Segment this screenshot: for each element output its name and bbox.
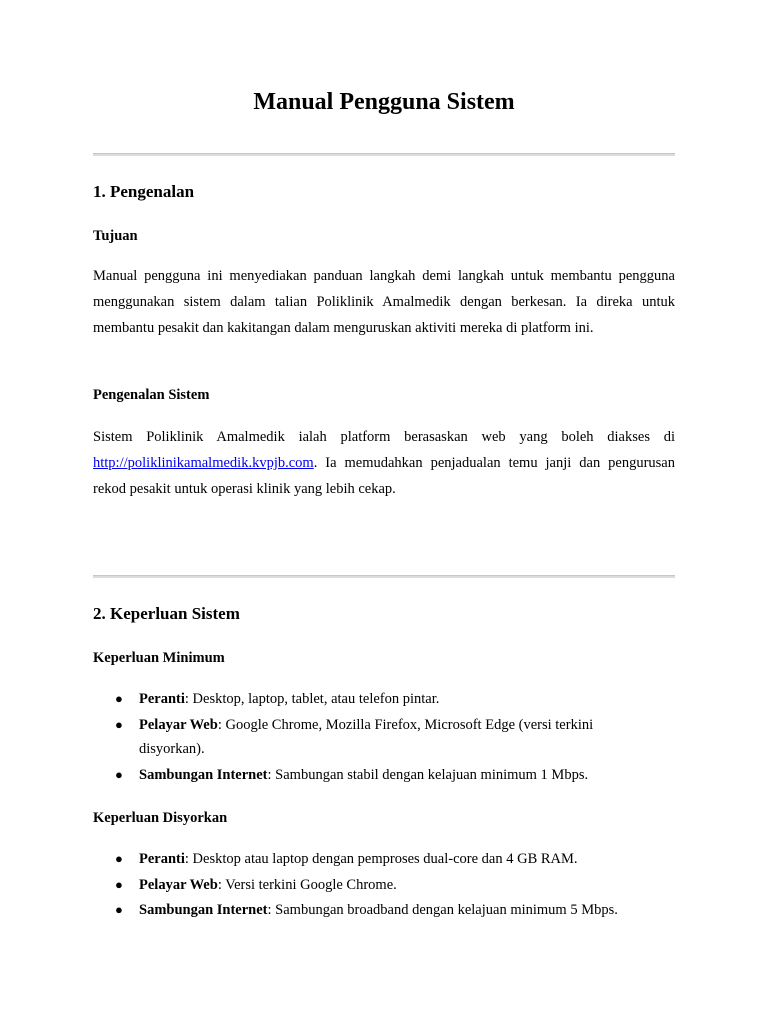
horizontal-divider [93,153,675,156]
list-keperluan-disyorkan [93,847,675,924]
subheading-tujuan: Tujuan [93,228,138,244]
paragraph-text-end: . Ia memudahkan penjadualan temu janji dan pengurusan rekod pesakit untuk operasi klinik yang lebih cekap. [93,455,675,497]
document-title: Manual Pengguna Sistem [253,89,515,115]
bullet-icon: ● [115,876,123,892]
section-heading-pengenalan: 1. Pengenalan [93,182,195,201]
item-label: Peranti [139,691,185,707]
system-url-link[interactable]: http://poliklinikamalmedik.kvpjb.com [93,455,314,471]
list-item [93,873,675,898]
bullet-icon: ● [115,716,123,732]
list-item [93,847,675,872]
item-text: : Sambungan broadband dengan kelajuan minimum 5 Mbps. [267,902,618,918]
bullet-icon: ● [115,766,123,782]
subheading-keperluan-disyorkan: Keperluan Disyorkan [93,810,228,826]
list-item [93,687,675,712]
list-item [93,713,675,762]
list-item [93,898,675,923]
item-label: Sambungan Internet [139,902,268,918]
item-label: Sambungan Internet [139,766,268,783]
bullet-icon: ● [115,851,123,866]
list-item [93,763,675,788]
paragraph-text-start: Sistem Poliklinik Amalmedik ialah platform berasaskan web yang boleh diakses di [93,429,675,445]
paragraph-tujuan: Manual pengguna ini menyediakan panduan langkah demi langkah untuk membantu pengguna menggunakan sistem dalam talian Poliklinik Amalmedik dengan berkesan. Ia direka untuk membantu pesakit dan kakitangan dalam menguruskan aktiviti mereka di platform ini. [93,268,675,336]
item-text: : Desktop atau laptop dengan pemproses dual-core dan 4 GB RAM. [184,851,578,867]
item-label: Peranti [139,851,185,867]
paragraph-pengenalan-sistem [93,424,675,502]
bullet-icon: ● [115,902,123,917]
item-text: : Google Chrome, Mozilla Firefox, Microsoft Edge (versi terkini disyorkan). [139,716,594,757]
section-heading-keperluan-sistem: 2. Keperluan Sistem [93,604,240,623]
item-wrap [139,713,639,762]
item-text: : Versi terkini Google Chrome. [217,876,397,893]
item-text: : Desktop, laptop, tablet, atau telefon pintar. [184,691,440,707]
bullet-icon: ● [115,691,123,706]
item-label: Pelayar Web [139,716,218,733]
horizontal-divider [93,575,675,578]
item-text: : Sambungan stabil dengan kelajuan minimum 1 Mbps. [267,766,589,783]
list-keperluan-minimum [93,687,675,788]
item-label: Pelayar Web [139,876,218,893]
subheading-pengenalan-sistem: Pengenalan Sistem [93,387,210,403]
subheading-keperluan-minimum: Keperluan Minimum [93,650,225,666]
